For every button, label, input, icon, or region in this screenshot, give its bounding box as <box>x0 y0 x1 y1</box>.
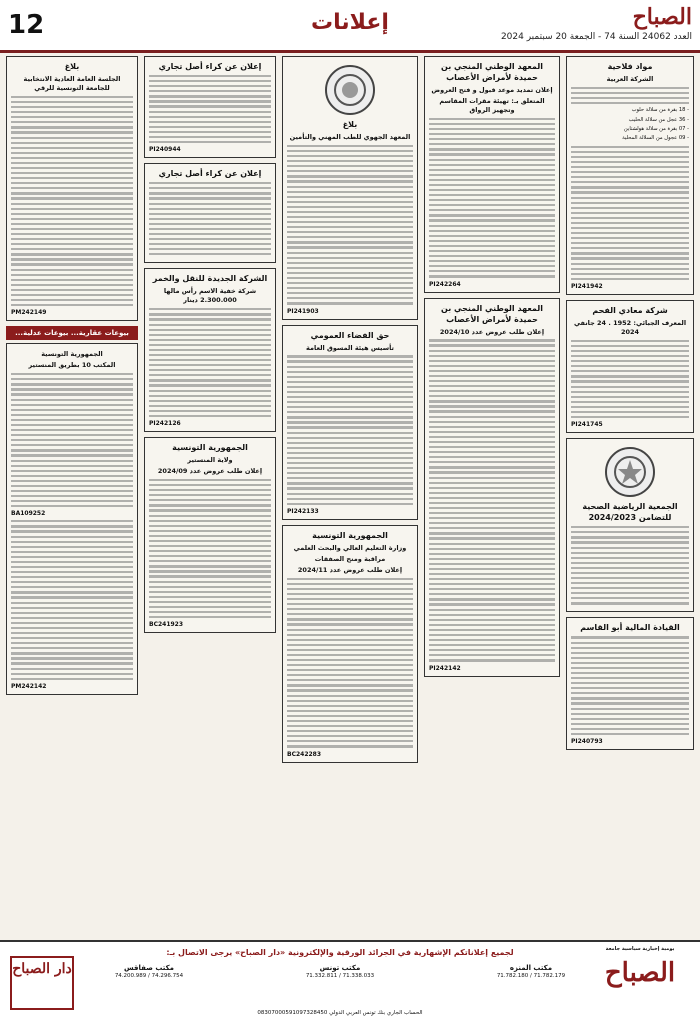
page-header <box>0 0 700 53</box>
ad-title: الجمهورية التونسية <box>172 443 248 453</box>
office-sfax <box>90 964 208 1008</box>
newspaper-logo: الصباح <box>632 4 692 30</box>
office-menzah <box>472 964 590 1008</box>
ad-body <box>571 340 689 418</box>
footer-tagline: يومية إخبارية سياسية جامعة <box>605 946 675 952</box>
footer-headline: لجميع إعلاناتكم الإشهارية في الجرائد الورقية والإلكترونية «دار الصباح» يرجى الاتصال بـ: <box>166 948 514 957</box>
ad-subtitle: وزارة التعليم العالي والبحث العلمي <box>293 543 407 552</box>
association-emblem <box>605 447 655 497</box>
office-name: مكتب صفاقس <box>123 964 175 972</box>
ad-title: الجمهورية التونسية <box>312 530 388 540</box>
ad-reference: PI242142 <box>429 664 461 672</box>
ad-subtitle: مراقبة ومنح الصفقات <box>314 554 386 563</box>
ad-body <box>571 87 689 104</box>
ad-notice <box>282 56 418 320</box>
ad-item: - 36 عجل من سلالة الحليب <box>628 116 689 123</box>
ad-reference: PM242149 <box>11 309 47 317</box>
column-2 <box>424 56 560 936</box>
ad-body <box>149 479 271 618</box>
seal-icon <box>332 72 368 108</box>
office-name: مكتب تونس <box>319 964 361 972</box>
ad-subtitle: الجمهورية التونسية <box>41 350 103 359</box>
footer-logo: الصباح <box>604 958 676 988</box>
ad-title: القيادة المالية أبو القاسم <box>580 623 680 633</box>
ad-reference: PM242142 <box>11 682 47 690</box>
column-3 <box>282 56 418 936</box>
ad-title: إعلان عن كراء أصل تجاري <box>158 169 262 179</box>
ad-body <box>287 145 413 305</box>
column-1 <box>566 56 694 936</box>
ad-subtitle: الشركة العربية <box>606 75 654 83</box>
ad-higher-education <box>282 525 418 763</box>
ad-coal-company <box>566 300 694 433</box>
real-estate-sales-banner: بيوعات عقارية... بيوعات عدلية... <box>6 326 138 340</box>
column-5 <box>6 56 138 936</box>
ad-body <box>149 308 271 417</box>
ad-judicial-sales <box>6 343 138 695</box>
ad-subtitle: إعلان تمديد موعد قبول و فتح العروض <box>431 86 553 94</box>
ad-subtitle: المكتب 10 بطريق المنستير <box>28 361 116 370</box>
section-title: إعلانات <box>311 10 389 35</box>
emblem-icon <box>612 454 648 490</box>
ad-item: - 07 بقرة من سلالة هولشتاين <box>623 126 689 133</box>
ad-body <box>571 146 689 280</box>
office-phone: 74.296.754 / 74.200.989 <box>114 973 184 979</box>
ad-reference: PI242133 <box>287 507 319 515</box>
ad-subtitle: إعلان طلب عروض عدد 2024/10 <box>439 327 545 336</box>
ad-body <box>429 118 555 278</box>
institute-emblem <box>325 65 375 115</box>
ad-body <box>287 578 413 748</box>
ad-title: شركة معادي الفحم <box>592 305 668 315</box>
ad-subtitle: المعهد الجهوي للطب المهني والتأمين <box>289 133 411 141</box>
ad-sports-association <box>566 438 694 612</box>
ad-title: المعهد الوطني المنجي بن حميدة لأمراض الأعصاب <box>441 62 543 82</box>
office-phone: 71.782.179 / 71.782.180 <box>496 973 566 979</box>
office-name: مكتب المنزه <box>509 964 553 972</box>
ad-reference: BC242283 <box>287 750 322 758</box>
ad-business-lease-1 <box>144 56 276 158</box>
dar-assabah-logo: دار الصباح <box>10 956 74 1010</box>
ad-reference: BC241923 <box>149 621 184 629</box>
ad-body <box>11 96 133 306</box>
ad-neurology-institute-2 <box>424 298 560 677</box>
ad-reference: PI240944 <box>149 146 181 154</box>
ad-general-assembly <box>6 56 138 321</box>
ad-subtitle: تأسيس هيئة المسوق العامة <box>306 343 394 352</box>
ad-title: الجمعية الرياضية الصحية للتضامن 2024/2023 <box>582 502 678 523</box>
ad-title: الشركة الجديدة للنقل والخمر <box>152 274 268 284</box>
ad-body <box>11 373 133 507</box>
ad-reference: PI242126 <box>149 420 181 428</box>
ad-title: مواد فلاحية <box>607 62 653 71</box>
page-number: 12 <box>8 10 45 40</box>
ad-body <box>571 526 689 604</box>
ad-monastir-tender <box>144 437 276 633</box>
column-4 <box>144 56 276 936</box>
ad-subtitle: ولاية المنستير <box>187 456 233 465</box>
ad-business-lease-2 <box>144 163 276 263</box>
ad-body <box>287 355 413 504</box>
ad-subtitle: المعرف الجبائي: 1952 . 24 جانفي 2024 <box>573 318 687 336</box>
ad-body <box>11 520 133 680</box>
ad-reference: PI242264 <box>429 280 461 288</box>
bank-account: الحساب الجاري بنك تونس العربي الدولي 08307000591097328450 <box>257 1010 423 1016</box>
ad-financial-leadership <box>566 617 694 750</box>
ad-body <box>149 182 271 255</box>
ad-body <box>149 75 271 143</box>
ad-subtitle: إعلان طلب عروض عدد 2024/09 <box>157 467 263 476</box>
office-phone: 71.338.033 / 71.332.811 <box>305 973 375 979</box>
ad-body <box>429 339 555 661</box>
ad-agricultural-materials <box>566 56 694 295</box>
office-list <box>90 964 590 1008</box>
ad-item: - 18 بقرة من سلالة حلوب <box>631 107 689 114</box>
ad-reference: BA109252 <box>11 510 46 518</box>
ad-reference: PI241942 <box>571 282 603 290</box>
ad-title: بلاغ <box>64 62 80 71</box>
ad-title: إعلان عن كراء أصل تجاري <box>158 62 262 71</box>
ad-reference: PI241903 <box>287 307 319 315</box>
ad-title: حق الفضاء العمومي <box>310 330 390 340</box>
ad-item: - 09 عجول من السلالة المحلية <box>622 135 689 142</box>
ad-subtitle: شركة خفية الاسم رأس مالها 2.300.000 دينار <box>163 287 257 305</box>
page-footer <box>0 940 700 1023</box>
ad-body <box>571 636 689 735</box>
ad-reference: PI240793 <box>571 738 603 746</box>
ad-reference: PI241745 <box>571 421 603 429</box>
office-tunis <box>281 964 399 1008</box>
ad-subtitle: إعلان طلب عروض عدد 2024/11 <box>297 565 403 574</box>
ad-title: المعهد الوطني المنجي بن حميدة لأمراض الأعصاب <box>441 303 543 324</box>
issue-info: العدد 24062 السنة 74 - الجمعة 20 سبتمبر 2024 <box>500 32 692 42</box>
ad-transport-company <box>144 268 276 432</box>
ad-subtitle: المتعلق بـ: تهيئة مقرات المقاسم وتجهيز الرواق <box>439 97 545 114</box>
ad-public-space <box>282 325 418 520</box>
ad-subtitle: الجلسة العامة العادية الانتخابية للجامعة التونسية للرقي <box>23 75 121 92</box>
ad-title: بلاغ <box>342 120 358 129</box>
ad-neurology-institute-1 <box>424 56 560 293</box>
